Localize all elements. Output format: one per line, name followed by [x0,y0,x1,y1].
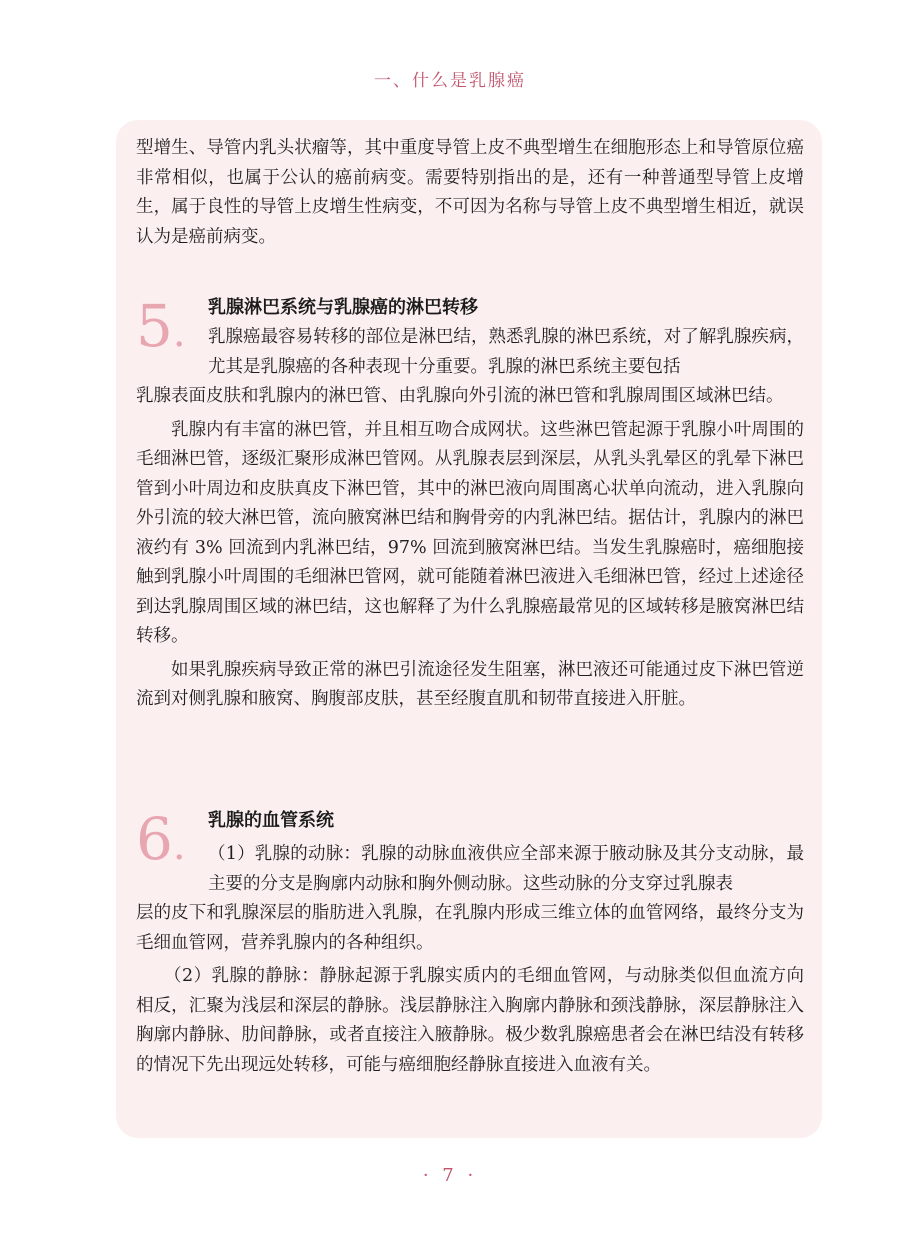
section-6-paragraph-2: （2）乳腺的静脉：静脉起源于乳腺实质内的毛细血管网，与动脉类似但血流方向相反，汇聚为浅层和深层的静脉。浅层静脉注入胸廓内静脉和颈浅静脉，深层静脉注入胸廓内静脉、肋间静脉，或者直接注入腋静脉。极少数乳腺癌患者会在淋巴结没有转移的情况下先出现远处转移，可能与癌细胞经静脉直接进入血液有关。 [136,966,804,1075]
section-5-title: 乳腺淋巴系统与乳腺癌的淋巴转移 [208,297,478,318]
section-5-paragraph-2: 乳腺内有丰富的淋巴管，并且相互吻合成网状。这些淋巴管起源于乳腺小叶周围的毛细淋巴管，逐级汇聚形成淋巴管网。从乳腺表层到深层，从乳头乳晕区的乳晕下淋巴管到小叶周边和皮肤真皮下淋巴管，其中的淋巴液向周围离心状单向流动，进入乳腺向外引流的较大淋巴管，流向腋窝淋巴结和胸骨旁的内乳淋巴结。据估计，乳腺内的淋巴液约有 3% 回流到内乳淋巴结，97% 回流到腋窝淋巴结。当发生乳腺癌时，癌细胞接触到乳腺小叶周围的毛细淋巴管网，就可能随着淋巴液进入毛细淋巴管，经过上述途径到达乳腺周围区域的淋巴结，这也解释了为什么乳腺癌最常见的区域转移是腋窝淋巴结转移。 [136,419,804,646]
section-5-lead-rest: 乳腺表面皮肤和乳腺内的淋巴管、由乳腺向外引流的淋巴管和乳腺周围区域淋巴结。 [136,386,784,406]
section-6-number: 6. [136,805,186,873]
section-5-number: 5. [136,292,186,360]
running-head: 一、什么是乳腺癌 [374,71,526,91]
section-6-lead: （1）乳腺的动脉：乳腺的动脉血液供应全部来源于腋动脉及其分支动脉，最主要的分支是胸廓内动脉和胸外侧动脉。这些动脉的分支穿过乳腺表 [208,844,804,894]
section-6-title: 乳腺的血管系统 [208,810,334,831]
page-number: · 7 · [422,1165,478,1186]
section-5-lead: 乳腺癌最容易转移的部位是淋巴结，熟悉乳腺的淋巴系统，对了解乳腺疾病，尤其是乳腺癌的各种表现十分重要。乳腺的淋巴系统主要包括 [208,327,804,377]
section-5-paragraph-3: 如果乳腺疾病导致正常的淋巴引流途径发生阻塞，淋巴液还可能通过皮下淋巴管逆流到对侧乳腺和腋窝、胸腹部皮肤，甚至经腹直肌和韧带直接进入肝脏。 [136,659,804,709]
section-6-lead-rest: 层的皮下和乳腺深层的脂肪进入乳腺，在乳腺内形成三维立体的血管网络，最终分支为毛细血管网，营养乳腺内的各种组织。 [136,903,804,953]
intro-block [136,134,804,252]
section-5-body [136,382,804,715]
intro-paragraph: 型增生、导管内乳头状瘤等，其中重度导管上皮不典型增生在细胞形态上和导管原位癌非常相似，也属于公认的癌前病变。需要特别指出的是，还有一种普通型导管上皮增生，属于良性的导管上皮增生性病变，不可因为名称与导管上皮不典型增生相近，就误认为是癌前病变。 [136,138,804,247]
section-6-body [136,899,804,1080]
